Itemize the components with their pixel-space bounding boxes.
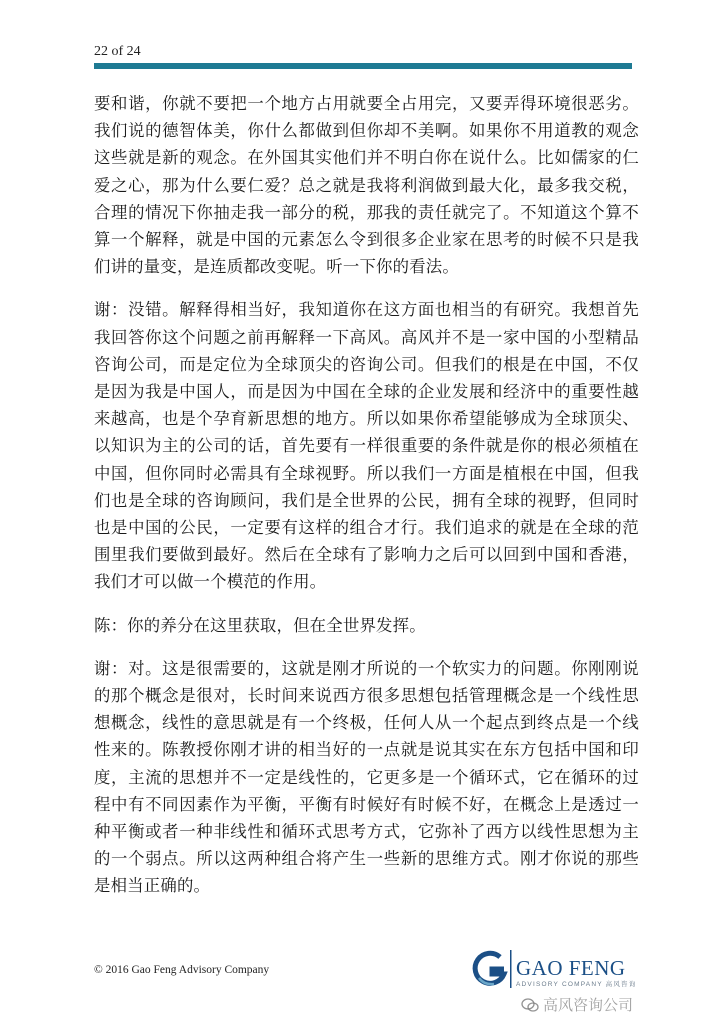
footer-copyright: © 2016 Gao Feng Advisory Company [94,964,270,976]
logo-subtitle: ADVISORY COMPANY 高风咨询 [516,981,637,988]
paragraph-1: 要和谐，你就不要把一个地方占用就要全占用完，又要弄得环境很恶劣。我们说的德智体美，你什么都做到但你却不美啊。如果你不用道教的观念这些就是新的观念。在外国其实他们并不明白你在说什么。比如儒家的仁爱之心，那为什么要仁爱？总之就是我将利润做到最大化，最多我交税，合理的情况下你抽走我一部分的税，那我的责任就完了。不知道这个算不算一个解释，就是中国的元素怎么令到很多企业家在思考的时候不只是我们讲的量变，是连质都改变呢。听一下你的看法。 [94,94,639,277]
watermark-text: 高风咨询公司 [543,996,634,1014]
gao-feng-logo-icon [470,948,514,990]
paragraph-3: 陈：你的养分在这里获取，但在全世界发挥。 [94,615,426,635]
body-text [94,90,639,916]
company-logo [470,948,670,990]
paragraph-4: 谢：对。这是很需要的，这就是刚才所说的一个软实力的问题。你刚刚说的那个概念是很对，长时间来说西方很多思想包括管理概念是一个线性思想概念，线性的意思就是有一个终极，任何人从一个起点到终点是一个线性来的。陈教授你刚才讲的相当好的一点就是说其实在东方包括中国和印度，主流的思想并不一定是线性的，它更多是一个循环式，它在循环的过程中有不同因素作为平衡，平衡有时候好有时候不好，在概念上是透过一种平衡或者一种非线性和循环式思考方式，它弥补了西方以线性思想为主的一个弱点。所以这两种组合将产生一些新的思维方式。刚才你说的那些是相当正确的。 [94,658,639,896]
wechat-watermark [521,994,633,1015]
wechat-icon [521,997,539,1013]
header-rule [94,63,632,69]
page-number: 22 of 24 [94,44,141,59]
paragraph-2: 谢：没错。解释得相当好，我知道你在这方面也相当的有研究。我想首先我回答你这个问题之前再解释一下高风。高风并不是一家中国的小型精品咨询公司，而是定位为全球顶尖的咨询公司。但我们的根是在中国，不仅是因为我是中国人，而是因为中国在全球的企业发展和经济中的重要性越来越高，也是个孕育新思想的地方。所以如果你希望能够成为全球顶尖、以知识为主的公司的话，首先要有一样很重要的条件就是你的根必须植在中国，但你同时必需具有全球视野。所以我们一方面是植根在中国，但我们也是全球的咨询顾问，我们是全世界的公民，拥有全球的视野，但同时也是中国的公民，一定要有这样的组合才行。我们追求的就是在全球的范围里我们要做到最好。然后在全球有了影响力之后可以回到中国和香港，我们才可以做一个模范的作用。 [94,300,639,592]
logo-name: GAO FENG [516,956,626,980]
